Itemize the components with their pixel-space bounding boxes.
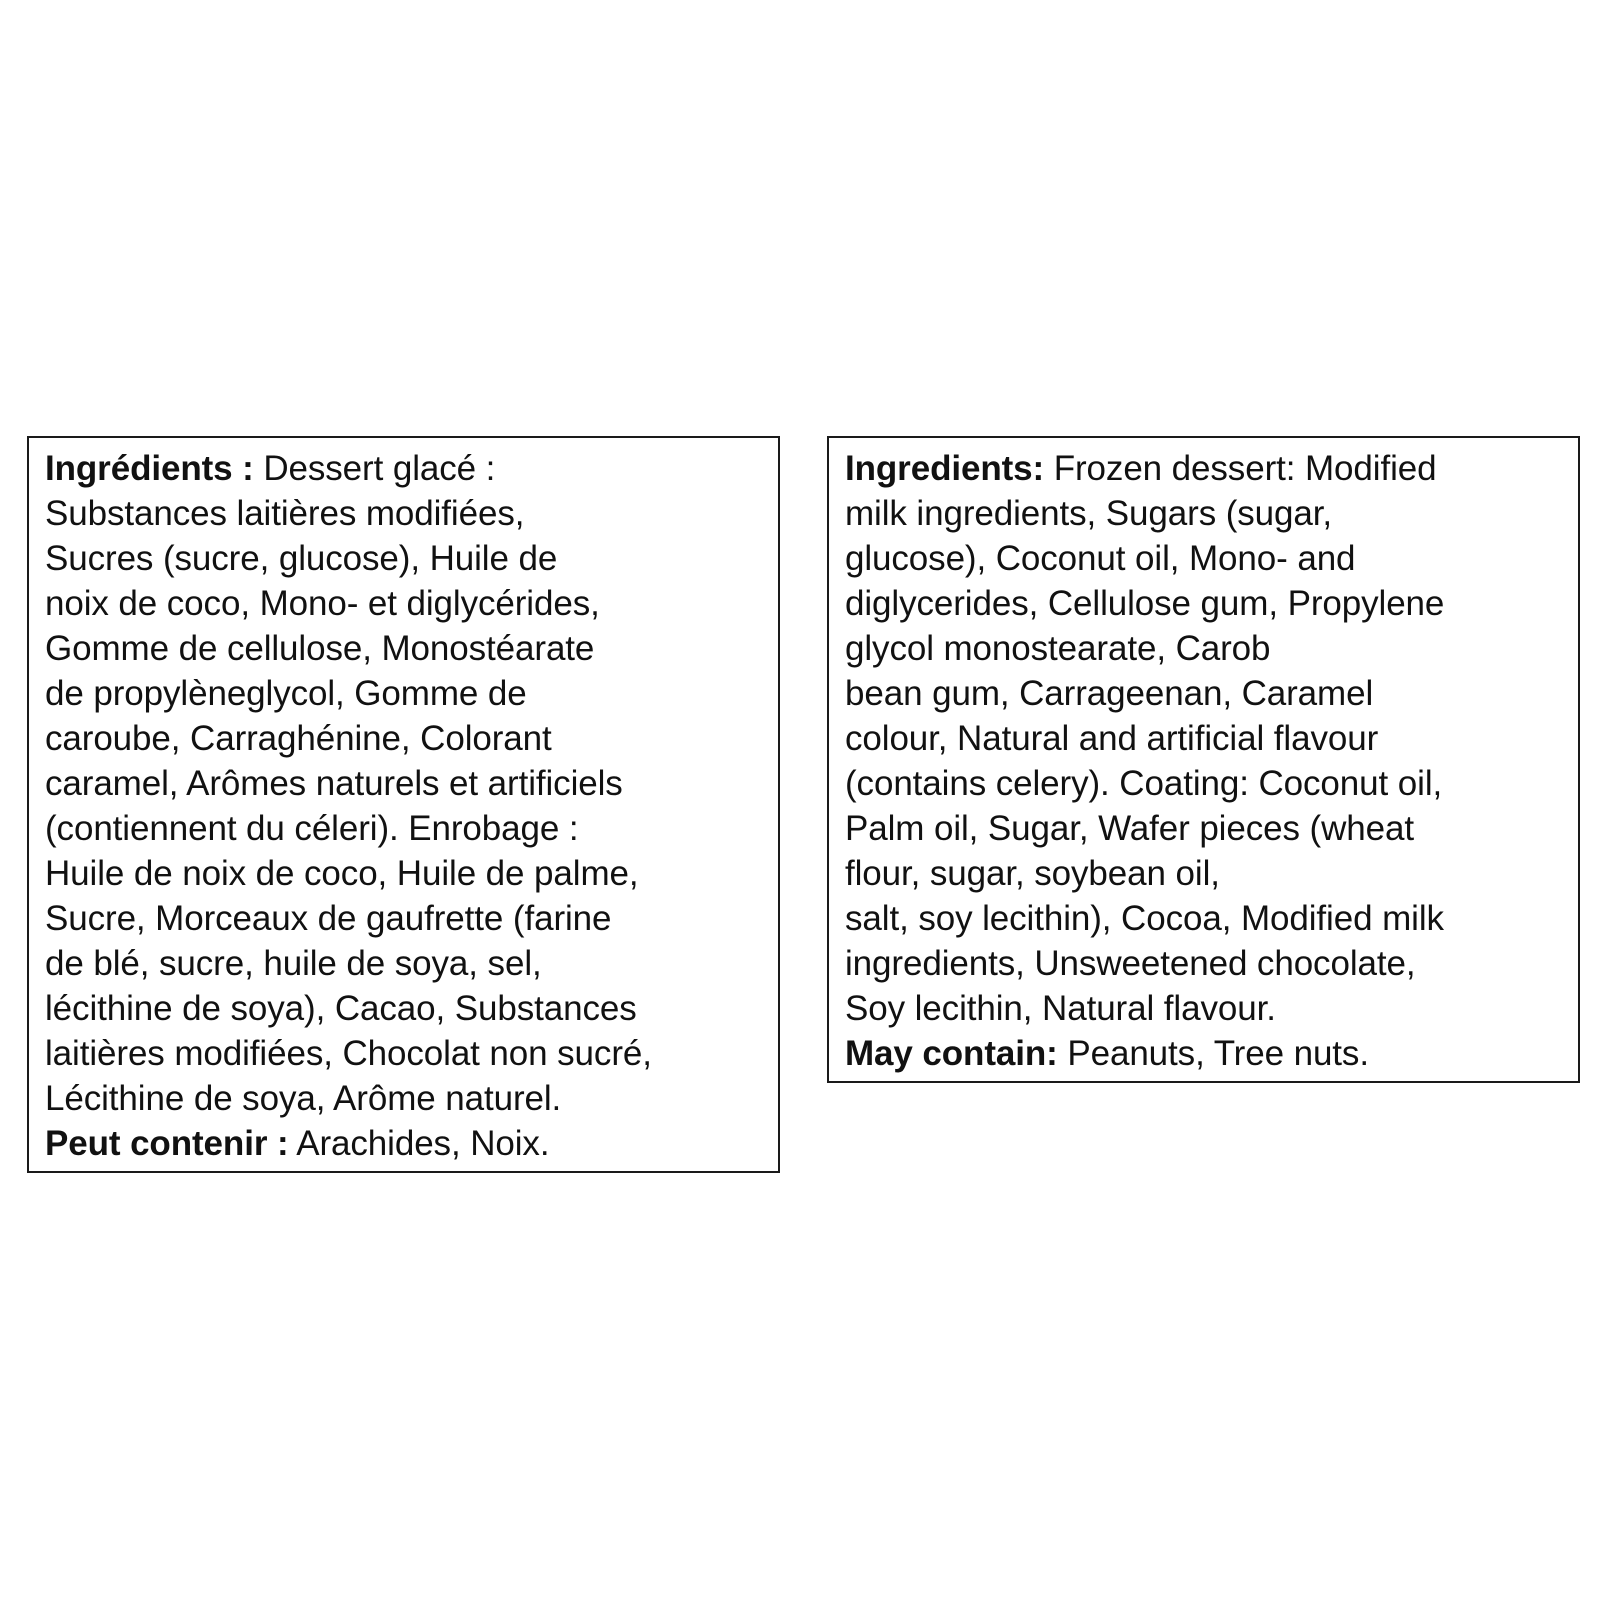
french-line: de propylèneglycol, Gomme de — [45, 674, 527, 713]
english-line: diglycerides, Cellulose gum, Propylene — [845, 584, 1445, 623]
french-line: (contiennent du céleri). Enrobage : — [45, 809, 579, 848]
english-line — [845, 446, 1562, 491]
english-line: salt, soy lecithin), Cocoa, Modified milk — [845, 899, 1444, 938]
french-line: noix de coco, Mono- et diglycérides, — [45, 584, 600, 623]
french-ingredients-heading: Ingrédients : — [45, 449, 254, 488]
english-line: ingredients, Unsweetened chocolate, — [845, 944, 1416, 983]
french-may-contain-label: Peut contenir : — [45, 1124, 289, 1163]
english-ingredients-heading: Ingredients: — [845, 449, 1045, 488]
english-line-text: Frozen dessert: Modified — [1044, 449, 1437, 488]
english-may-contain-label: May contain: — [845, 1034, 1058, 1073]
french-line: caroube, Carraghénine, Colorant — [45, 719, 552, 758]
english-line: milk ingredients, Sugars (sugar, — [845, 494, 1333, 533]
english-line: (contains celery). Coating: Coconut oil, — [845, 764, 1443, 803]
french-line: caramel, Arômes naturels et artificiels — [45, 764, 623, 803]
french-line: Sucres (sucre, glucose), Huile de — [45, 539, 558, 578]
french-line: de blé, sucre, huile de soya, sel, — [45, 944, 542, 983]
french-line: Gomme de cellulose, Monostéarate — [45, 629, 595, 668]
french-may-contain-value: Arachides, Noix. — [288, 1124, 550, 1163]
english-ingredients-box — [827, 436, 1580, 1083]
french-line: lécithine de soya), Cacao, Substances — [45, 989, 637, 1028]
english-may-contain-value: Peanuts, Tree nuts. — [1057, 1034, 1369, 1073]
english-line: Palm oil, Sugar, Wafer pieces (wheat — [845, 809, 1414, 848]
english-line: glucose), Coconut oil, Mono- and — [845, 539, 1356, 578]
french-line: Substances laitières modifiées, — [45, 494, 525, 533]
english-line: flour, sugar, soybean oil, — [845, 854, 1220, 893]
english-line: glycol monostearate, Carob — [845, 629, 1271, 668]
french-line — [45, 446, 762, 491]
french-may-contain — [45, 1121, 762, 1166]
french-line: Lécithine de soya, Arôme naturel. — [45, 1079, 562, 1118]
english-line: bean gum, Carrageenan, Caramel — [845, 674, 1374, 713]
french-line-text: Dessert glacé : — [253, 449, 496, 488]
english-may-contain — [845, 1031, 1562, 1076]
french-ingredients-box — [27, 436, 780, 1173]
english-line: Soy lecithin, Natural flavour. — [845, 989, 1276, 1028]
french-line: Huile de noix de coco, Huile de palme, — [45, 854, 639, 893]
french-line: laitières modifiées, Chocolat non sucré, — [45, 1034, 652, 1073]
english-line: colour, Natural and artificial flavour — [845, 719, 1379, 758]
french-line: Sucre, Morceaux de gaufrette (farine — [45, 899, 612, 938]
